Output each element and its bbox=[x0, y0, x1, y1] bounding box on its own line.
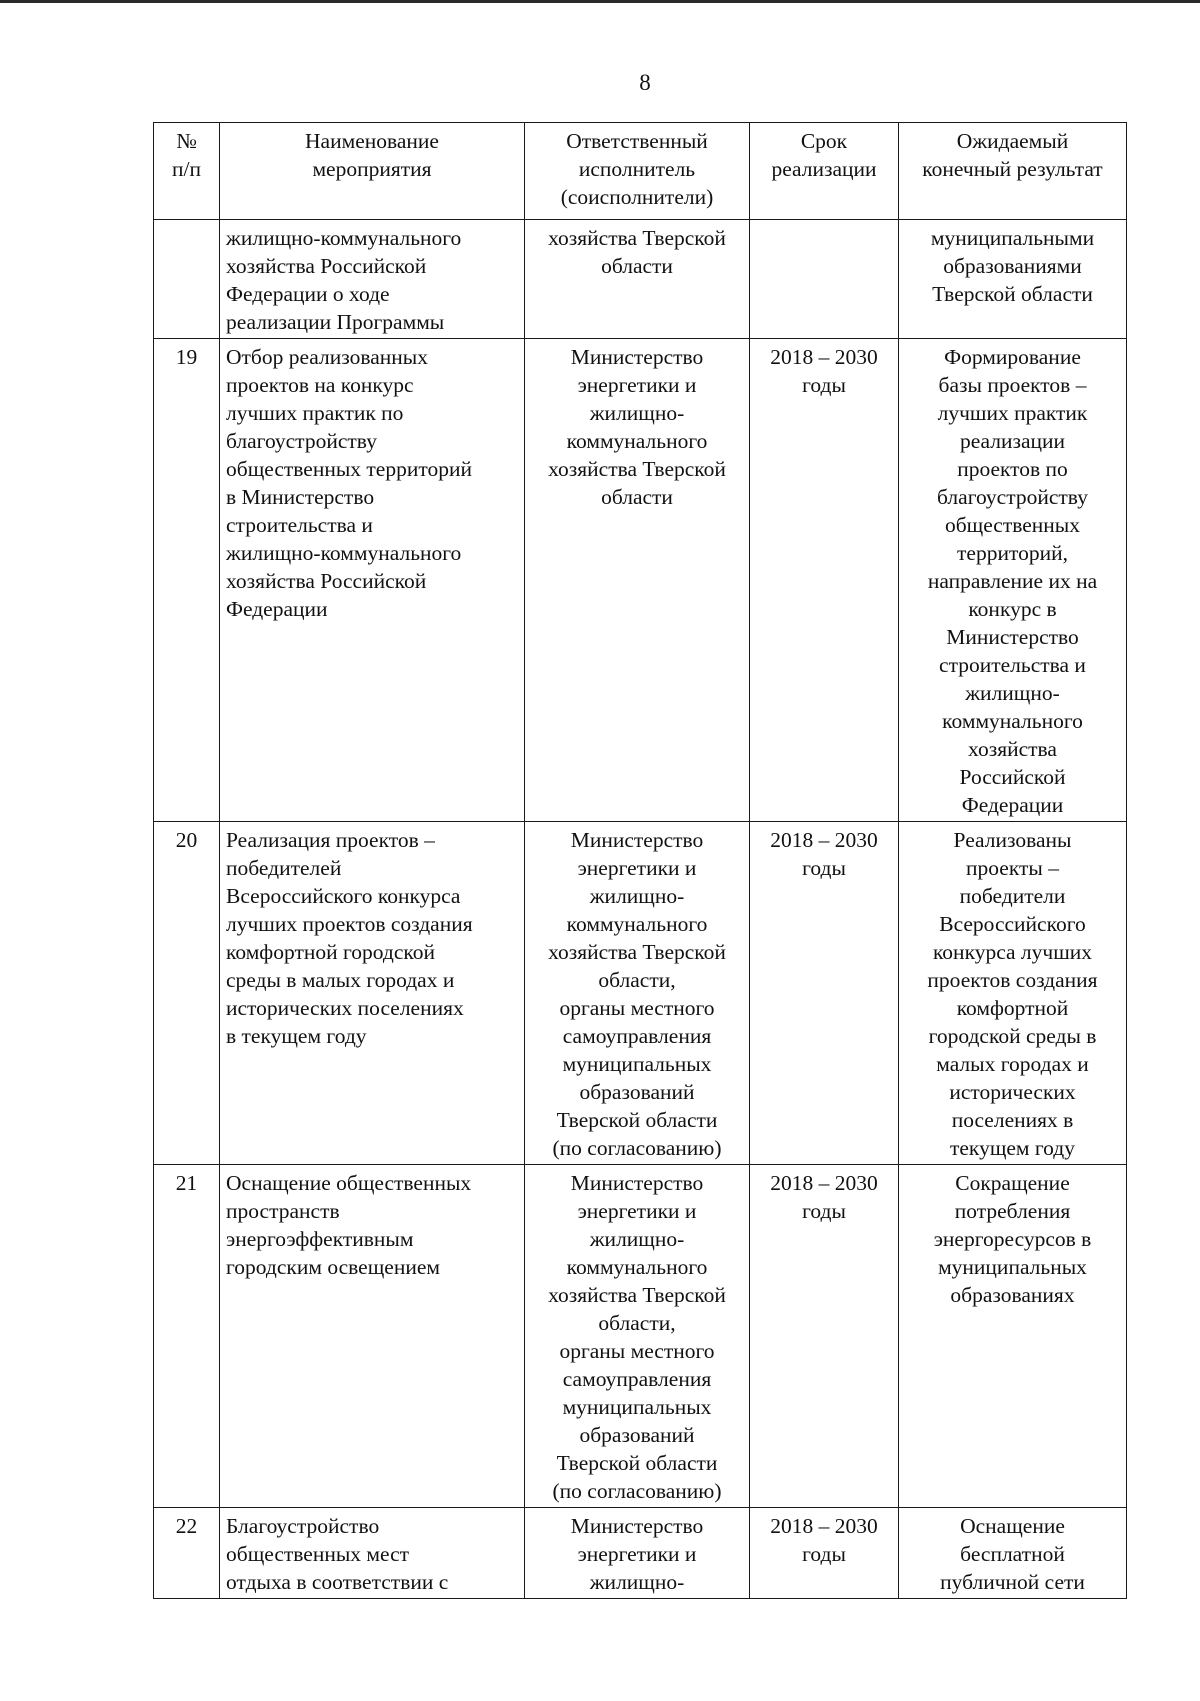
row-number bbox=[154, 220, 220, 339]
header-executor: Ответственный исполнитель (соисполнители) bbox=[525, 123, 750, 220]
executor: Министерство энергетики и жилищно- коммунального хозяйства Тверской области, органы местного самоуправления муниципальных образований Тверской области (по согласованию) bbox=[525, 1165, 750, 1508]
table-header-row bbox=[154, 123, 1127, 220]
expected-result: Реализованы проекты – победители Всероссийского конкурса лучших проектов создания комфортной городской среды в малых городах и исторических поселениях в текущем году bbox=[899, 822, 1127, 1165]
header-term: Срок реализации bbox=[750, 123, 899, 220]
table-row bbox=[154, 220, 1127, 339]
term bbox=[750, 220, 899, 339]
measure-name: жилищно-коммунального хозяйства Российской Федерации о ходе реализации Программы bbox=[220, 220, 525, 339]
scan-top-edge bbox=[0, 0, 1200, 3]
page-number: 8 bbox=[639, 70, 651, 95]
expected-result: Оснащение бесплатной публичной сети bbox=[899, 1508, 1127, 1599]
measure-name: Реализация проектов – победителей Всероссийского конкурса лучших проектов создания комфортной городской среды в малых городах и исторических поселениях в текущем году bbox=[220, 822, 525, 1165]
row-number: 20 bbox=[154, 822, 220, 1165]
table-row bbox=[154, 1508, 1127, 1599]
measures-table bbox=[153, 122, 1127, 1599]
executor: Министерство энергетики и жилищно- коммунального хозяйства Тверской области bbox=[525, 339, 750, 822]
term: 2018 – 2030 годы bbox=[750, 822, 899, 1165]
row-number: 19 bbox=[154, 339, 220, 822]
term: 2018 – 2030 годы bbox=[750, 1165, 899, 1508]
measure-name: Благоустройство общественных мест отдыха в соответствии с bbox=[220, 1508, 525, 1599]
term: 2018 – 2030 годы bbox=[750, 1508, 899, 1599]
term: 2018 – 2030 годы bbox=[750, 339, 899, 822]
executor: Министерство энергетики и жилищно- bbox=[525, 1508, 750, 1599]
header-measure-name: Наименование мероприятия bbox=[220, 123, 525, 220]
table-row bbox=[154, 1165, 1127, 1508]
table-row bbox=[154, 339, 1127, 822]
header-expected-result: Ожидаемый конечный результат bbox=[899, 123, 1127, 220]
header-number: № п/п bbox=[154, 123, 220, 220]
executor: хозяйства Тверской области bbox=[525, 220, 750, 339]
expected-result: Формирование базы проектов – лучших практик реализации проектов по благоустройству общественных территорий, направление их на конкурс в Министерство строительства и жилищно- коммунального хозяйства Российской Федерации bbox=[899, 339, 1127, 822]
executor: Министерство энергетики и жилищно- коммунального хозяйства Тверской области, органы местного самоуправления муниципальных образований Тверской области (по согласованию) bbox=[525, 822, 750, 1165]
expected-result: Сокращение потребления энергоресурсов в муниципальных образованиях bbox=[899, 1165, 1127, 1508]
row-number: 21 bbox=[154, 1165, 220, 1508]
row-number: 22 bbox=[154, 1508, 220, 1599]
measure-name: Оснащение общественных пространств энергоэффективным городским освещением bbox=[220, 1165, 525, 1508]
expected-result: муниципальными образованиями Тверской области bbox=[899, 220, 1127, 339]
table-row bbox=[154, 822, 1127, 1165]
measure-name: Отбор реализованных проектов на конкурс лучших практик по благоустройству общественных территорий в Министерство строительства и жилищно-коммунального хозяйства Российской Федерации bbox=[220, 339, 525, 822]
